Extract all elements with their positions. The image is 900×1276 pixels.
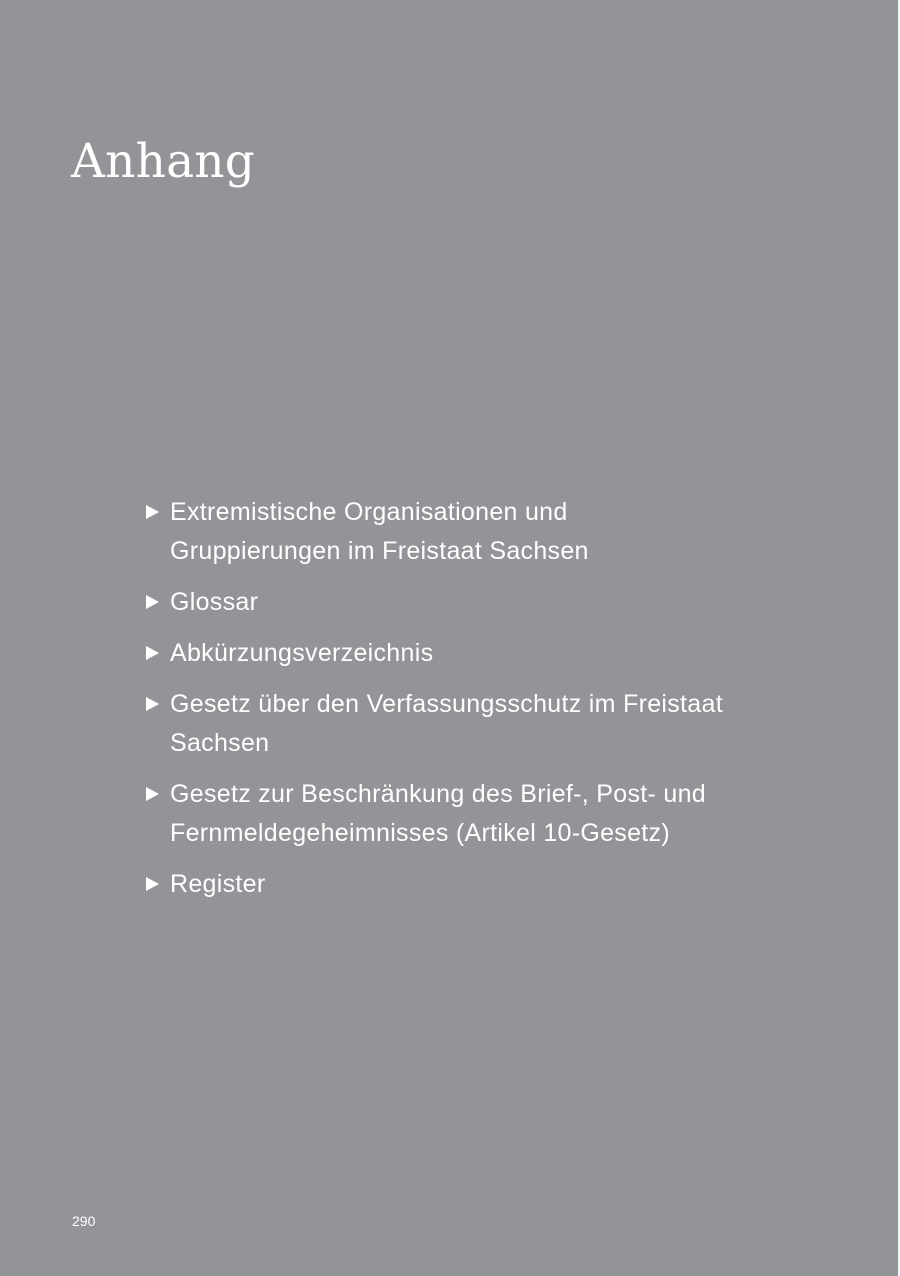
- list-item-text: Gesetz über den Verfassungsschutz im Freistaat Sachsen: [170, 690, 723, 757]
- triangle-right-icon: [146, 505, 159, 519]
- list-item: [146, 583, 826, 622]
- list-item-text: Gesetz zur Beschränkung des Brief-, Post- und Fernmeldegeheimnisses (Artikel 10-Gesetz): [170, 780, 706, 847]
- list-item-text: Glossar: [170, 588, 259, 616]
- triangle-right-icon: [146, 877, 159, 891]
- list-item: [146, 865, 826, 904]
- page-title: Anhang: [71, 134, 256, 189]
- triangle-right-icon: [146, 697, 159, 711]
- list-item: [146, 493, 826, 571]
- triangle-right-icon: [146, 646, 159, 660]
- list-item: [146, 775, 826, 853]
- list-item: [146, 685, 826, 763]
- page-number: 290: [72, 1213, 96, 1229]
- triangle-right-icon: [146, 787, 159, 801]
- list-item: [146, 634, 826, 673]
- list-item-text: Abkürzungsverzeichnis: [170, 639, 434, 667]
- appendix-contents-list: [146, 493, 826, 916]
- list-item-text: Register: [170, 870, 266, 898]
- triangle-right-icon: [146, 595, 159, 609]
- list-item-text: Extremistische Organisationen und Gruppierungen im Freistaat Sachsen: [170, 498, 589, 565]
